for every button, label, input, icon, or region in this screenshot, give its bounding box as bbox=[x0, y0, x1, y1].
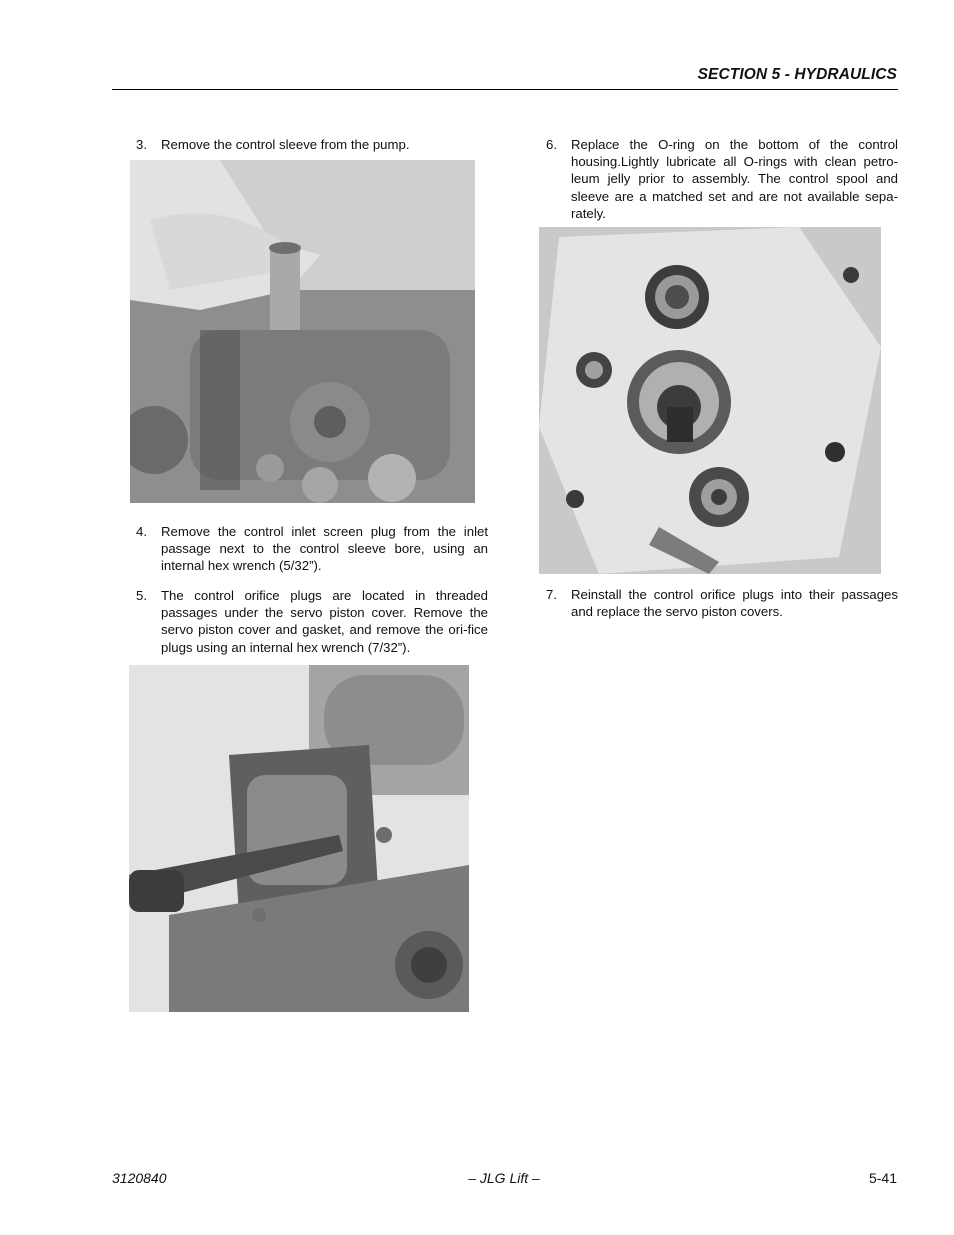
footer-page-number: 5-41 bbox=[868, 1170, 897, 1186]
step-text: Remove the control sleeve from the pump. bbox=[161, 137, 410, 152]
step-number: 6. bbox=[546, 137, 557, 152]
step-5 bbox=[136, 587, 488, 656]
photo-control-housing-o-rings bbox=[539, 227, 881, 574]
step-text: The control orifice plugs are located in threaded passages under the servo piston cover. Remove the servo piston cover and gasket, and remove the ori-fice plugs using an internal hex wrench (7/32”). bbox=[161, 588, 488, 655]
footer-publisher: – JLG Lift – bbox=[468, 1170, 540, 1186]
step-number: 4. bbox=[136, 524, 147, 539]
step-number: 5. bbox=[136, 588, 147, 603]
step-text: Replace the O-ring on the bottom of the control housing.Lightly lubricate all O-rings with clean petro-leum jelly prior to assembly. The control spool and sleeve are a matched set and are not available sepa-rately. bbox=[571, 137, 898, 221]
step-7 bbox=[546, 586, 898, 620]
header-divider bbox=[112, 89, 898, 90]
footer-doc-number: 3120840 bbox=[112, 1170, 167, 1186]
step-3 bbox=[136, 136, 488, 153]
photo-orifice-plug-removal bbox=[129, 665, 469, 1012]
step-6 bbox=[546, 136, 898, 222]
photo-control-sleeve-removal bbox=[130, 160, 475, 503]
step-text: Reinstall the control orifice plugs into their passages and replace the servo piston covers. bbox=[571, 587, 898, 620]
step-text: Remove the control inlet screen plug from the inlet passage next to the control sleeve bore, using an internal hex wrench (5/32”). bbox=[161, 524, 488, 574]
section-header-title: SECTION 5 - HYDRAULICS bbox=[697, 66, 897, 83]
step-number: 7. bbox=[546, 587, 557, 602]
step-4 bbox=[136, 523, 488, 575]
step-number: 3. bbox=[136, 137, 147, 152]
